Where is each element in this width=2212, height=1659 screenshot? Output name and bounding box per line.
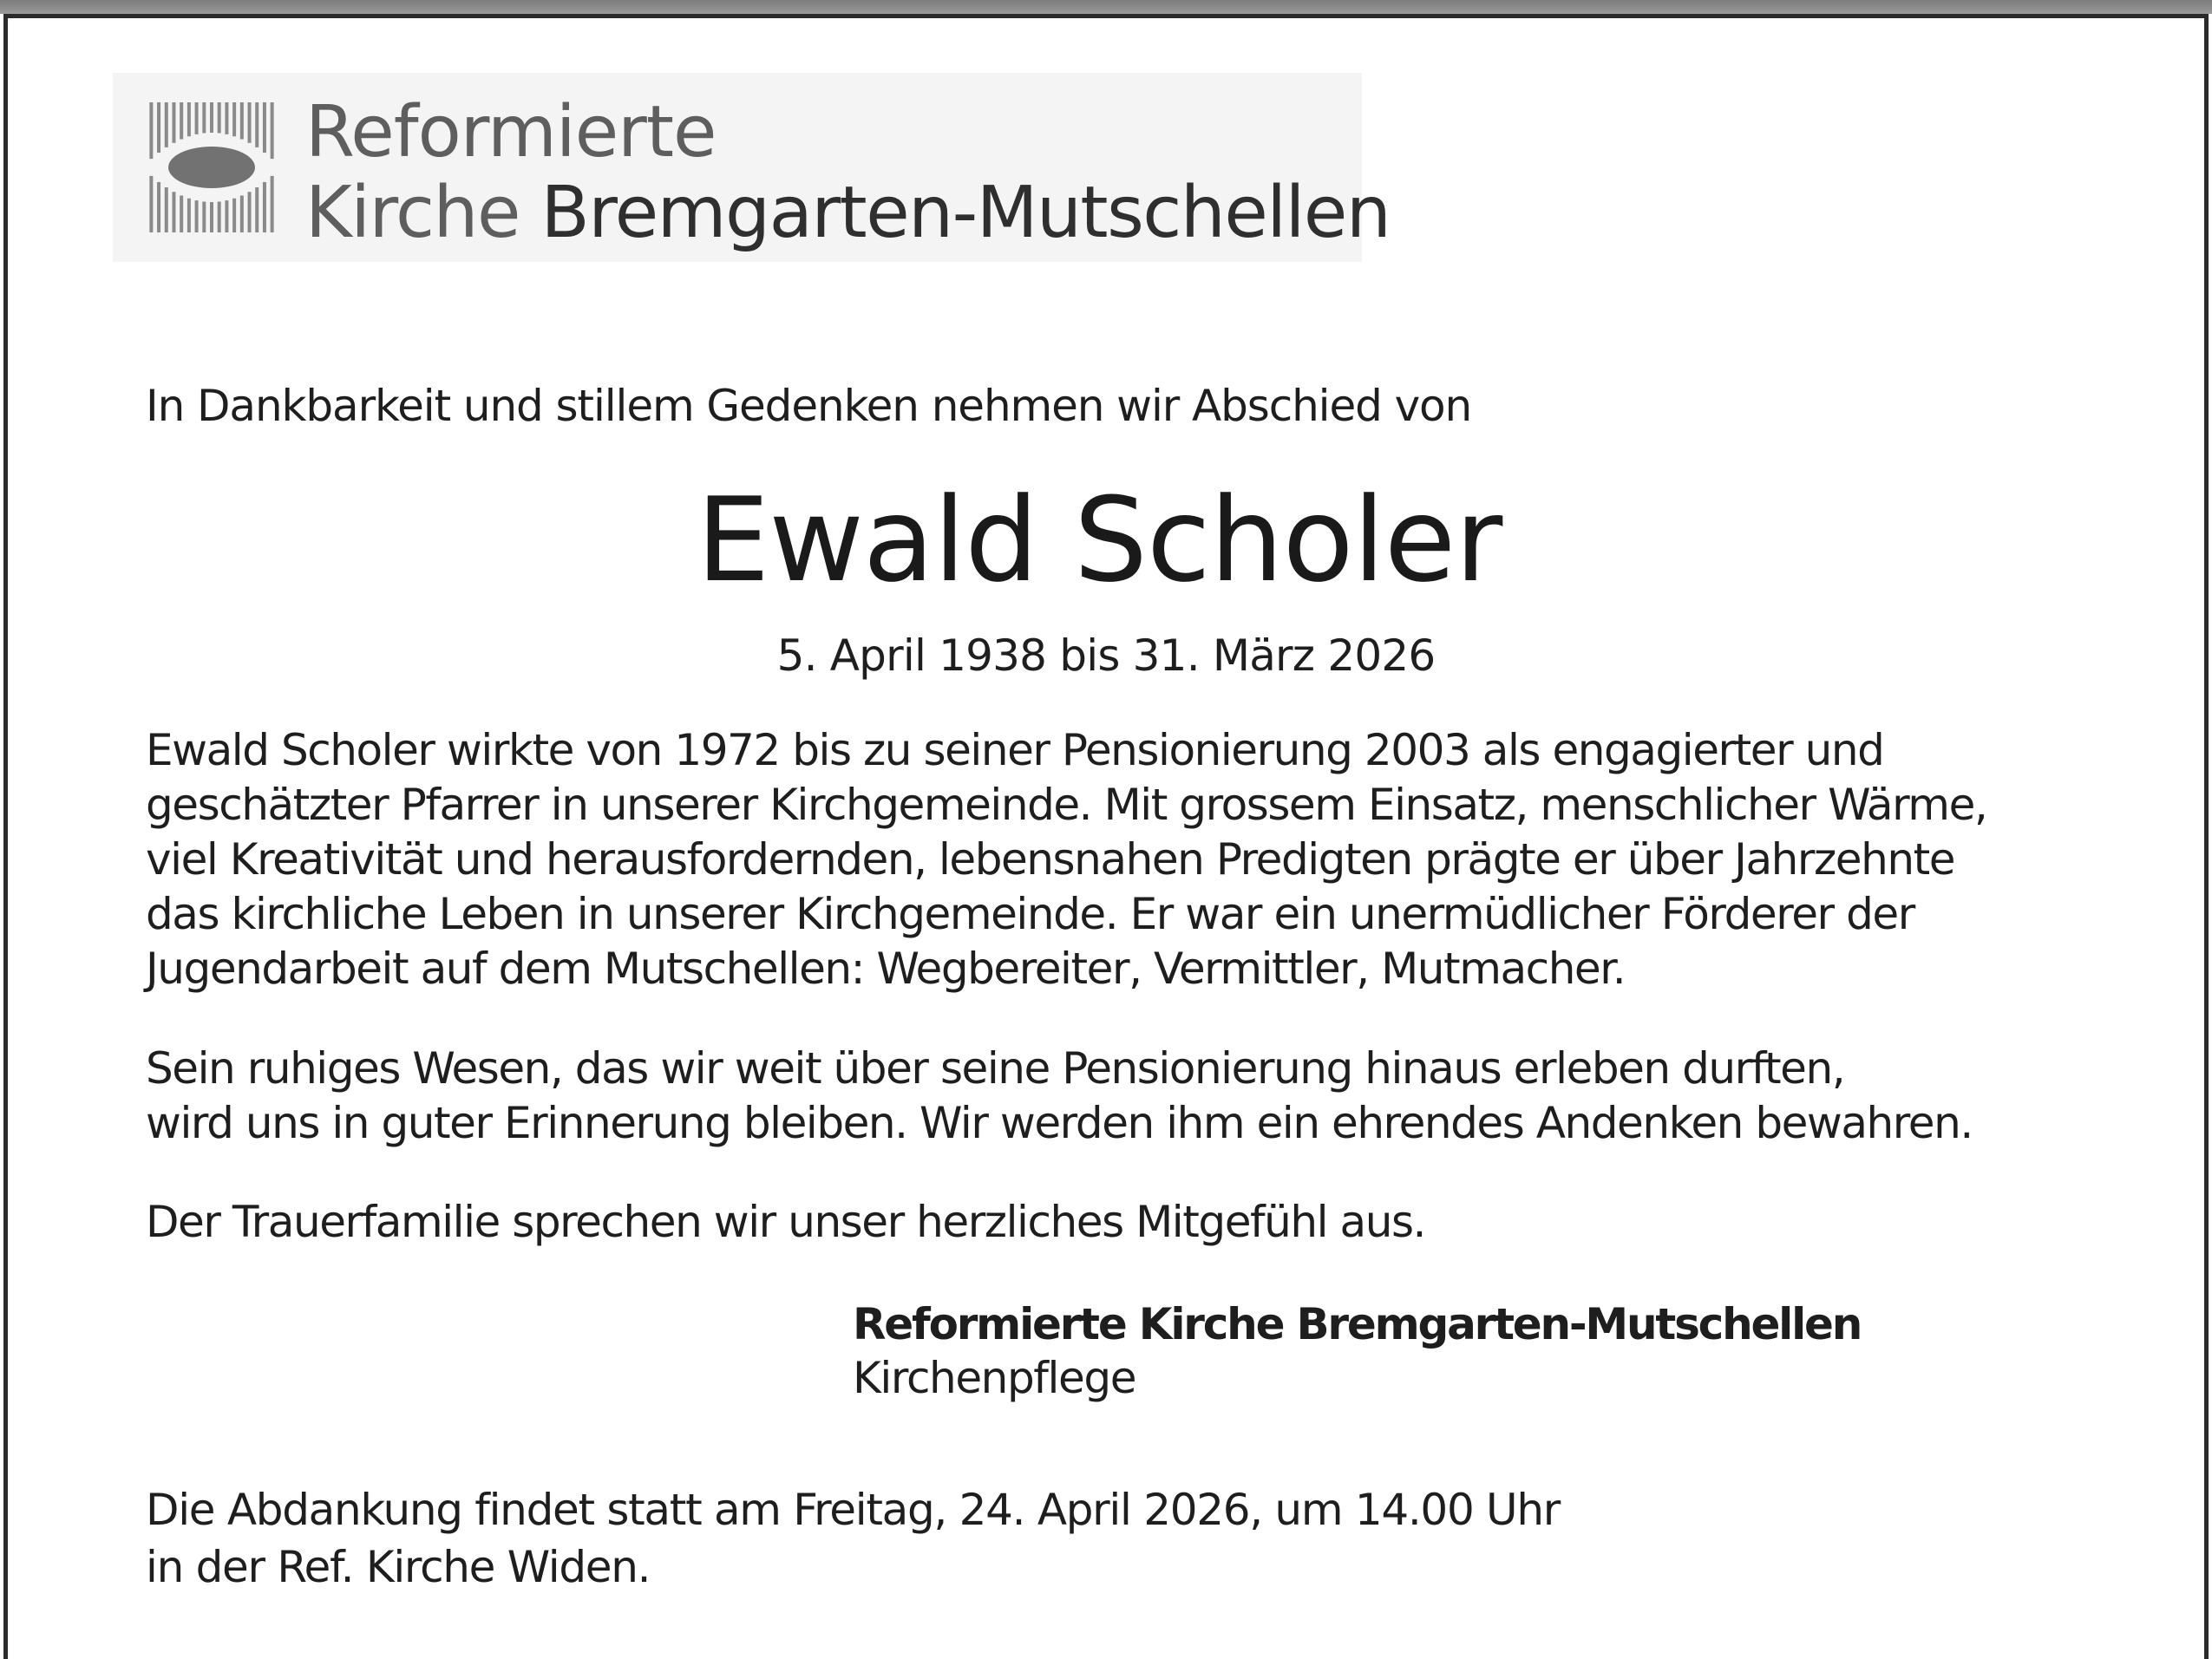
logo-bar xyxy=(149,102,153,159)
logo-bar xyxy=(187,199,191,232)
logo-bar xyxy=(225,200,228,232)
logo-bar xyxy=(232,102,236,136)
tribute-line: Ewald Scholer wirkte von 1972 bis zu seiner Pensionierung 2003 als engagierter und xyxy=(146,725,1884,775)
logo-bar xyxy=(149,176,153,232)
funeral-service-info xyxy=(146,1481,1560,1596)
funeral-service-line: Die Abdankung findet statt am Freitag, 24. April 2026, um 14.00 Uhr xyxy=(146,1485,1560,1535)
logo-text-line1: Reformierte xyxy=(305,91,717,173)
logo-text-kirche: Kirche xyxy=(305,172,541,254)
remembrance-line: wird uns in guter Erinnerung bleiben. Wir werden ihm ein ehrendes Andenken bewahren. xyxy=(146,1098,1973,1148)
logo-bar xyxy=(232,199,236,232)
church-logo-icon xyxy=(147,102,276,232)
remembrance-paragraph xyxy=(146,1042,1973,1151)
logo-bar xyxy=(172,192,175,232)
logo-bar xyxy=(218,202,221,232)
logo-bar xyxy=(271,102,274,159)
logo-bar xyxy=(248,102,252,143)
logo-bar xyxy=(263,102,266,153)
logo-bar xyxy=(248,192,252,232)
condolence-line: Der Trauerfamilie sprechen wir unser herzliches Mitgefühl aus. xyxy=(146,1197,1425,1247)
intro-line: In Dankbarkeit und stillem Gedenken nehmen wir Abschied von xyxy=(146,381,1472,431)
remembrance-line: Sein ruhiges Wesen, das wir weit über seine Pensionierung hinaus erleben durften, xyxy=(146,1043,1845,1094)
logo-bar xyxy=(180,195,183,232)
logo-bar xyxy=(157,182,160,232)
logo-bar xyxy=(255,102,259,147)
logo-bar xyxy=(240,195,244,232)
deceased-name-text: Ewald Scholer xyxy=(696,473,1502,608)
tribute-line: das kirchliche Leben in unserer Kirchgemeinde. Er war ein unermüdlicher Förderer der xyxy=(146,889,1914,939)
logo-bar xyxy=(202,102,206,133)
logo-text-line2 xyxy=(305,172,1391,254)
logo-bar xyxy=(165,187,168,232)
logo-bar xyxy=(218,102,221,133)
logo-bar xyxy=(157,102,160,153)
logo-bar xyxy=(202,202,206,232)
top-edge xyxy=(0,0,2212,14)
logo-bar xyxy=(210,202,213,232)
deceased-name xyxy=(0,473,2212,608)
signature-block xyxy=(853,1297,1861,1405)
logo-bar xyxy=(195,102,199,134)
logo-bar xyxy=(195,200,199,232)
logo-bar xyxy=(172,102,175,143)
logo-bar xyxy=(180,102,183,140)
logo-bar xyxy=(240,102,244,140)
tribute-paragraph xyxy=(146,723,1986,996)
logo-bar xyxy=(210,102,213,133)
logo-bar xyxy=(165,102,168,147)
signature-organization: Reformierte Kirche Bremgarten-Mutschellen xyxy=(853,1299,1862,1349)
logo-bar xyxy=(271,176,274,232)
logo-text-location: Bremgarten-Mutschellen xyxy=(540,172,1391,254)
tribute-line: viel Kreativität und herausfordernden, lebensnahen Predigten prägte er über Jahrzehnte xyxy=(146,834,1955,885)
tribute-line: geschätzter Pfarrer in unserer Kirchgemeinde. Mit grossem Einsatz, menschlicher Wärme, xyxy=(146,780,1987,830)
life-dates: 5. April 1938 bis 31. März 2026 xyxy=(776,630,1436,681)
logo-bar xyxy=(263,182,266,232)
signature-body: Kirchenpflege xyxy=(853,1353,1136,1403)
logo-bar xyxy=(187,102,191,136)
funeral-service-line: in der Ref. Kirche Widen. xyxy=(146,1542,651,1592)
logo-bar xyxy=(225,102,228,134)
logo-bar xyxy=(255,187,259,232)
logo-lens xyxy=(168,147,255,188)
tribute-line: Jugendarbeit auf dem Mutschellen: Wegbereiter, Vermittler, Mutmacher. xyxy=(146,944,1626,994)
